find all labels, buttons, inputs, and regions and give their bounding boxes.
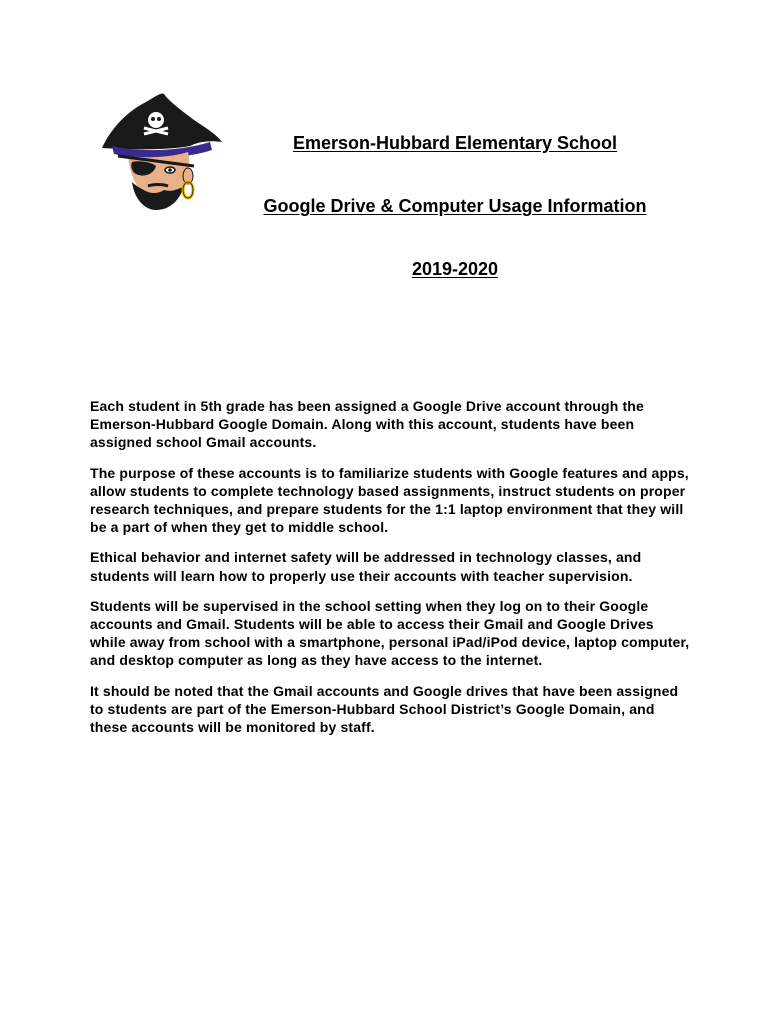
school-name-heading: Emerson-Hubbard Elementary School [292, 133, 618, 153]
paragraph-account-assignment: Each student in 5th grade has been assigned a Google Drive account through the Emerson-Hubbard Google Domain. Along with this account, students have been assigned school Gmail accounts. [90, 398, 644, 451]
paragraph-supervision-access: Students will be supervised in the school setting when they log on to their Google accounts and Gmail. Students will be able to access their Gmail and Google Drives while away from school with a smartphone, personal iPad/iPod device, laptop computer, and desktop computer as long as they have access to the internet. [90, 597, 690, 669]
pirate-mascot-icon [98, 90, 226, 212]
paragraph-monitoring-note: It should be noted that the Gmail accounts and Google drives that have been assigned to students are part of the Emerson-Hubbard School District’s Google Domain, and these accounts will be monitored by staff. [90, 682, 679, 736]
document-body [90, 397, 690, 748]
paragraph-ethics-safety: Ethical behavior and internet safety will be addressed in technology classes, and students will learn how to properly use their accounts with teacher supervision. [90, 549, 642, 584]
paragraph-purpose: The purpose of these accounts is to familiarize students with Google features and apps, allow students to complete technology based assignments, instruct students on proper research techniques, and prepare students for the 1:1 laptop environment that they will be a part of when they get to middle school. [90, 464, 689, 536]
document-title: Google Drive & Computer Usage Information [263, 196, 647, 216]
school-year-heading: 2019-2020 [411, 259, 499, 279]
